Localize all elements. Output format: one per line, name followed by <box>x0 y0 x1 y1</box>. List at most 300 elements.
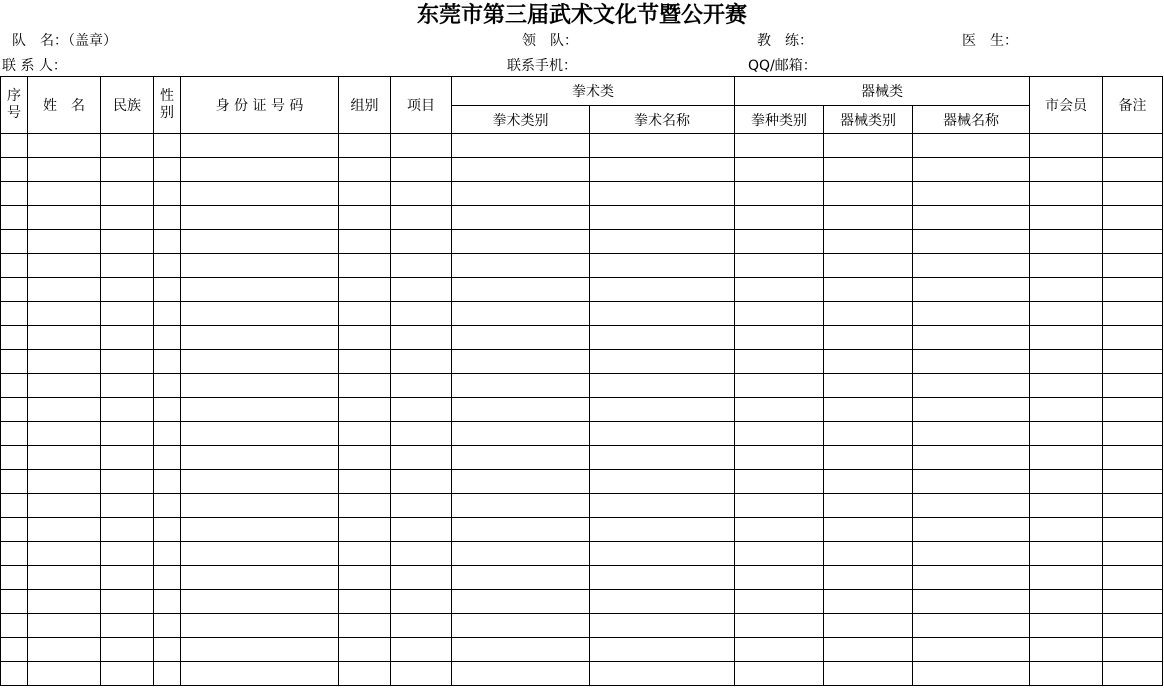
table-cell[interactable] <box>452 566 590 590</box>
table-cell[interactable] <box>735 278 824 302</box>
table-cell[interactable] <box>735 134 824 158</box>
table-cell[interactable] <box>452 230 590 254</box>
table-cell[interactable] <box>391 374 452 398</box>
table-cell[interactable] <box>590 134 735 158</box>
table-cell[interactable] <box>452 158 590 182</box>
table-cell[interactable] <box>28 302 101 326</box>
table-cell[interactable] <box>1030 278 1103 302</box>
table-cell[interactable] <box>913 662 1030 686</box>
table-cell[interactable] <box>101 638 154 662</box>
table-cell[interactable] <box>339 446 391 470</box>
table-cell[interactable] <box>590 206 735 230</box>
table-cell[interactable] <box>913 614 1030 638</box>
table-cell[interactable] <box>452 398 590 422</box>
table-cell[interactable] <box>28 662 101 686</box>
table-cell[interactable] <box>824 134 913 158</box>
table-cell[interactable] <box>913 590 1030 614</box>
table-cell[interactable] <box>913 446 1030 470</box>
table-cell[interactable] <box>101 158 154 182</box>
table-cell[interactable] <box>391 470 452 494</box>
table-cell[interactable] <box>590 398 735 422</box>
table-cell[interactable] <box>181 302 339 326</box>
table-cell[interactable] <box>1030 302 1103 326</box>
table-cell[interactable] <box>28 254 101 278</box>
table-cell[interactable] <box>101 134 154 158</box>
table-cell[interactable] <box>1 302 28 326</box>
table-cell[interactable] <box>590 446 735 470</box>
table-cell[interactable] <box>28 326 101 350</box>
table-cell[interactable] <box>181 278 339 302</box>
table-cell[interactable] <box>824 422 913 446</box>
table-cell[interactable] <box>339 518 391 542</box>
table-cell[interactable] <box>339 350 391 374</box>
table-cell[interactable] <box>735 422 824 446</box>
table-cell[interactable] <box>154 398 181 422</box>
table-cell[interactable] <box>101 422 154 446</box>
table-cell[interactable] <box>913 518 1030 542</box>
table-cell[interactable] <box>1103 446 1163 470</box>
table-cell[interactable] <box>391 326 452 350</box>
table-cell[interactable] <box>1 542 28 566</box>
table-cell[interactable] <box>452 278 590 302</box>
table-cell[interactable] <box>590 470 735 494</box>
table-cell[interactable] <box>452 350 590 374</box>
table-cell[interactable] <box>913 350 1030 374</box>
table-cell[interactable] <box>101 662 154 686</box>
table-cell[interactable] <box>735 518 824 542</box>
table-cell[interactable] <box>452 446 590 470</box>
table-cell[interactable] <box>1 446 28 470</box>
table-cell[interactable] <box>735 158 824 182</box>
table-cell[interactable] <box>1103 518 1163 542</box>
table-cell[interactable] <box>391 278 452 302</box>
table-cell[interactable] <box>28 230 101 254</box>
table-cell[interactable] <box>101 446 154 470</box>
table-cell[interactable] <box>913 374 1030 398</box>
table-cell[interactable] <box>28 446 101 470</box>
table-cell[interactable] <box>1 494 28 518</box>
table-cell[interactable] <box>101 254 154 278</box>
table-cell[interactable] <box>391 590 452 614</box>
table-cell[interactable] <box>590 494 735 518</box>
table-cell[interactable] <box>339 638 391 662</box>
table-cell[interactable] <box>452 638 590 662</box>
table-cell[interactable] <box>154 494 181 518</box>
table-cell[interactable] <box>590 374 735 398</box>
table-cell[interactable] <box>590 590 735 614</box>
table-cell[interactable] <box>391 182 452 206</box>
table-cell[interactable] <box>1 206 28 230</box>
table-cell[interactable] <box>154 254 181 278</box>
table-cell[interactable] <box>391 614 452 638</box>
table-cell[interactable] <box>1030 158 1103 182</box>
table-cell[interactable] <box>824 350 913 374</box>
table-cell[interactable] <box>1103 278 1163 302</box>
table-cell[interactable] <box>28 134 101 158</box>
table-cell[interactable] <box>1 374 28 398</box>
table-cell[interactable] <box>181 374 339 398</box>
table-cell[interactable] <box>1030 206 1103 230</box>
table-cell[interactable] <box>824 518 913 542</box>
table-cell[interactable] <box>391 206 452 230</box>
table-cell[interactable] <box>1 182 28 206</box>
table-cell[interactable] <box>154 422 181 446</box>
table-cell[interactable] <box>1103 134 1163 158</box>
table-cell[interactable] <box>391 446 452 470</box>
table-cell[interactable] <box>735 446 824 470</box>
table-cell[interactable] <box>339 374 391 398</box>
table-cell[interactable] <box>735 302 824 326</box>
table-cell[interactable] <box>1 566 28 590</box>
table-cell[interactable] <box>154 470 181 494</box>
table-cell[interactable] <box>1030 590 1103 614</box>
table-cell[interactable] <box>824 230 913 254</box>
table-cell[interactable] <box>28 278 101 302</box>
table-cell[interactable] <box>1030 518 1103 542</box>
table-cell[interactable] <box>913 494 1030 518</box>
table-cell[interactable] <box>913 206 1030 230</box>
table-cell[interactable] <box>913 254 1030 278</box>
table-cell[interactable] <box>1103 398 1163 422</box>
table-cell[interactable] <box>590 158 735 182</box>
table-cell[interactable] <box>590 254 735 278</box>
table-cell[interactable] <box>28 206 101 230</box>
table-cell[interactable] <box>1103 422 1163 446</box>
table-cell[interactable] <box>1030 542 1103 566</box>
table-cell[interactable] <box>1030 398 1103 422</box>
table-cell[interactable] <box>391 566 452 590</box>
table-cell[interactable] <box>913 398 1030 422</box>
table-cell[interactable] <box>28 158 101 182</box>
table-cell[interactable] <box>391 230 452 254</box>
table-cell[interactable] <box>1030 182 1103 206</box>
table-cell[interactable] <box>1 278 28 302</box>
table-cell[interactable] <box>28 182 101 206</box>
table-cell[interactable] <box>181 230 339 254</box>
table-cell[interactable] <box>735 398 824 422</box>
table-cell[interactable] <box>452 206 590 230</box>
table-cell[interactable] <box>735 350 824 374</box>
table-cell[interactable] <box>1030 350 1103 374</box>
table-cell[interactable] <box>1 350 28 374</box>
table-cell[interactable] <box>452 662 590 686</box>
table-cell[interactable] <box>824 302 913 326</box>
table-cell[interactable] <box>101 302 154 326</box>
table-cell[interactable] <box>391 422 452 446</box>
table-cell[interactable] <box>181 590 339 614</box>
table-cell[interactable] <box>1 422 28 446</box>
table-cell[interactable] <box>1 254 28 278</box>
table-cell[interactable] <box>452 542 590 566</box>
table-cell[interactable] <box>181 398 339 422</box>
table-cell[interactable] <box>181 494 339 518</box>
table-cell[interactable] <box>1030 326 1103 350</box>
table-cell[interactable] <box>1103 470 1163 494</box>
table-cell[interactable] <box>28 590 101 614</box>
table-cell[interactable] <box>735 254 824 278</box>
table-cell[interactable] <box>590 566 735 590</box>
table-cell[interactable] <box>913 326 1030 350</box>
table-cell[interactable] <box>913 470 1030 494</box>
table-cell[interactable] <box>181 326 339 350</box>
table-cell[interactable] <box>391 638 452 662</box>
table-cell[interactable] <box>181 446 339 470</box>
table-cell[interactable] <box>1030 134 1103 158</box>
table-cell[interactable] <box>101 374 154 398</box>
table-cell[interactable] <box>339 494 391 518</box>
table-cell[interactable] <box>913 302 1030 326</box>
table-cell[interactable] <box>824 278 913 302</box>
table-cell[interactable] <box>824 158 913 182</box>
table-cell[interactable] <box>452 494 590 518</box>
table-cell[interactable] <box>101 614 154 638</box>
table-cell[interactable] <box>590 614 735 638</box>
table-cell[interactable] <box>735 638 824 662</box>
table-cell[interactable] <box>154 446 181 470</box>
table-cell[interactable] <box>391 518 452 542</box>
table-cell[interactable] <box>339 326 391 350</box>
table-cell[interactable] <box>1103 254 1163 278</box>
table-cell[interactable] <box>913 182 1030 206</box>
table-cell[interactable] <box>735 182 824 206</box>
table-cell[interactable] <box>154 158 181 182</box>
table-cell[interactable] <box>590 182 735 206</box>
table-cell[interactable] <box>391 494 452 518</box>
table-cell[interactable] <box>339 182 391 206</box>
table-cell[interactable] <box>339 470 391 494</box>
table-cell[interactable] <box>339 134 391 158</box>
table-cell[interactable] <box>913 158 1030 182</box>
table-cell[interactable] <box>181 638 339 662</box>
table-cell[interactable] <box>1 470 28 494</box>
table-cell[interactable] <box>339 302 391 326</box>
table-cell[interactable] <box>824 206 913 230</box>
table-cell[interactable] <box>1 590 28 614</box>
table-cell[interactable] <box>1103 326 1163 350</box>
table-cell[interactable] <box>1103 374 1163 398</box>
table-cell[interactable] <box>181 542 339 566</box>
table-cell[interactable] <box>101 398 154 422</box>
table-cell[interactable] <box>101 494 154 518</box>
table-cell[interactable] <box>1103 182 1163 206</box>
table-cell[interactable] <box>913 422 1030 446</box>
table-cell[interactable] <box>1103 566 1163 590</box>
table-cell[interactable] <box>452 374 590 398</box>
table-cell[interactable] <box>913 638 1030 662</box>
table-cell[interactable] <box>339 422 391 446</box>
table-cell[interactable] <box>913 134 1030 158</box>
table-cell[interactable] <box>154 206 181 230</box>
table-cell[interactable] <box>1103 206 1163 230</box>
table-cell[interactable] <box>913 230 1030 254</box>
table-cell[interactable] <box>1103 230 1163 254</box>
table-cell[interactable] <box>101 182 154 206</box>
table-cell[interactable] <box>1 326 28 350</box>
table-cell[interactable] <box>101 230 154 254</box>
table-cell[interactable] <box>181 254 339 278</box>
table-cell[interactable] <box>1103 614 1163 638</box>
table-cell[interactable] <box>824 638 913 662</box>
table-cell[interactable] <box>101 326 154 350</box>
table-cell[interactable] <box>824 374 913 398</box>
table-cell[interactable] <box>452 134 590 158</box>
table-cell[interactable] <box>452 254 590 278</box>
table-cell[interactable] <box>735 566 824 590</box>
table-cell[interactable] <box>154 350 181 374</box>
table-cell[interactable] <box>181 470 339 494</box>
table-cell[interactable] <box>590 350 735 374</box>
table-cell[interactable] <box>452 614 590 638</box>
table-cell[interactable] <box>154 542 181 566</box>
table-cell[interactable] <box>1103 590 1163 614</box>
table-cell[interactable] <box>101 590 154 614</box>
table-cell[interactable] <box>339 662 391 686</box>
table-cell[interactable] <box>28 374 101 398</box>
table-cell[interactable] <box>28 566 101 590</box>
table-cell[interactable] <box>28 614 101 638</box>
table-cell[interactable] <box>452 302 590 326</box>
table-cell[interactable] <box>181 206 339 230</box>
table-cell[interactable] <box>1103 302 1163 326</box>
table-cell[interactable] <box>339 614 391 638</box>
table-cell[interactable] <box>339 566 391 590</box>
table-cell[interactable] <box>391 254 452 278</box>
table-cell[interactable] <box>1103 662 1163 686</box>
table-cell[interactable] <box>590 302 735 326</box>
table-cell[interactable] <box>824 614 913 638</box>
table-cell[interactable] <box>181 566 339 590</box>
table-cell[interactable] <box>28 638 101 662</box>
table-cell[interactable] <box>735 614 824 638</box>
table-cell[interactable] <box>590 230 735 254</box>
table-cell[interactable] <box>735 374 824 398</box>
table-cell[interactable] <box>391 542 452 566</box>
table-cell[interactable] <box>735 230 824 254</box>
table-cell[interactable] <box>181 422 339 446</box>
table-cell[interactable] <box>154 182 181 206</box>
table-cell[interactable] <box>181 518 339 542</box>
table-cell[interactable] <box>154 326 181 350</box>
table-cell[interactable] <box>452 326 590 350</box>
table-cell[interactable] <box>824 662 913 686</box>
table-cell[interactable] <box>1 662 28 686</box>
table-cell[interactable] <box>1 638 28 662</box>
table-cell[interactable] <box>824 398 913 422</box>
table-cell[interactable] <box>735 542 824 566</box>
table-cell[interactable] <box>1103 494 1163 518</box>
table-cell[interactable] <box>1030 254 1103 278</box>
table-cell[interactable] <box>590 422 735 446</box>
table-cell[interactable] <box>824 494 913 518</box>
table-cell[interactable] <box>181 350 339 374</box>
table-cell[interactable] <box>590 542 735 566</box>
table-cell[interactable] <box>590 278 735 302</box>
table-cell[interactable] <box>913 278 1030 302</box>
table-cell[interactable] <box>101 278 154 302</box>
table-cell[interactable] <box>154 302 181 326</box>
table-cell[interactable] <box>1030 446 1103 470</box>
table-cell[interactable] <box>824 470 913 494</box>
table-cell[interactable] <box>28 542 101 566</box>
table-cell[interactable] <box>339 158 391 182</box>
table-cell[interactable] <box>735 326 824 350</box>
table-cell[interactable] <box>154 638 181 662</box>
table-cell[interactable] <box>154 566 181 590</box>
table-cell[interactable] <box>28 398 101 422</box>
table-cell[interactable] <box>590 662 735 686</box>
table-cell[interactable] <box>452 518 590 542</box>
table-cell[interactable] <box>590 518 735 542</box>
table-cell[interactable] <box>101 542 154 566</box>
table-cell[interactable] <box>28 518 101 542</box>
table-cell[interactable] <box>824 566 913 590</box>
table-cell[interactable] <box>339 590 391 614</box>
table-cell[interactable] <box>1 134 28 158</box>
table-cell[interactable] <box>913 542 1030 566</box>
table-cell[interactable] <box>735 590 824 614</box>
table-cell[interactable] <box>735 206 824 230</box>
table-cell[interactable] <box>339 206 391 230</box>
table-cell[interactable] <box>154 662 181 686</box>
table-cell[interactable] <box>1 398 28 422</box>
table-cell[interactable] <box>735 470 824 494</box>
table-cell[interactable] <box>339 398 391 422</box>
table-cell[interactable] <box>1103 638 1163 662</box>
table-cell[interactable] <box>1030 494 1103 518</box>
table-cell[interactable] <box>181 134 339 158</box>
table-cell[interactable] <box>154 230 181 254</box>
table-cell[interactable] <box>735 494 824 518</box>
table-cell[interactable] <box>391 158 452 182</box>
table-cell[interactable] <box>154 614 181 638</box>
table-cell[interactable] <box>101 566 154 590</box>
table-cell[interactable] <box>1030 662 1103 686</box>
table-cell[interactable] <box>101 206 154 230</box>
table-cell[interactable] <box>154 518 181 542</box>
table-cell[interactable] <box>154 590 181 614</box>
table-cell[interactable] <box>452 590 590 614</box>
table-cell[interactable] <box>824 326 913 350</box>
table-cell[interactable] <box>1103 350 1163 374</box>
table-cell[interactable] <box>1030 230 1103 254</box>
table-cell[interactable] <box>181 614 339 638</box>
table-cell[interactable] <box>391 302 452 326</box>
table-cell[interactable] <box>1 158 28 182</box>
table-cell[interactable] <box>824 542 913 566</box>
table-cell[interactable] <box>1 614 28 638</box>
table-cell[interactable] <box>391 662 452 686</box>
table-cell[interactable] <box>391 350 452 374</box>
table-cell[interactable] <box>154 374 181 398</box>
table-cell[interactable] <box>339 278 391 302</box>
table-cell[interactable] <box>1030 566 1103 590</box>
table-cell[interactable] <box>339 230 391 254</box>
table-cell[interactable] <box>28 470 101 494</box>
table-cell[interactable] <box>101 518 154 542</box>
table-cell[interactable] <box>590 638 735 662</box>
table-cell[interactable] <box>913 566 1030 590</box>
table-cell[interactable] <box>1030 638 1103 662</box>
table-cell[interactable] <box>101 350 154 374</box>
table-cell[interactable] <box>824 446 913 470</box>
table-cell[interactable] <box>181 182 339 206</box>
table-cell[interactable] <box>1030 422 1103 446</box>
table-cell[interactable] <box>181 662 339 686</box>
table-cell[interactable] <box>181 158 339 182</box>
table-cell[interactable] <box>452 182 590 206</box>
table-cell[interactable] <box>590 326 735 350</box>
table-cell[interactable] <box>339 254 391 278</box>
